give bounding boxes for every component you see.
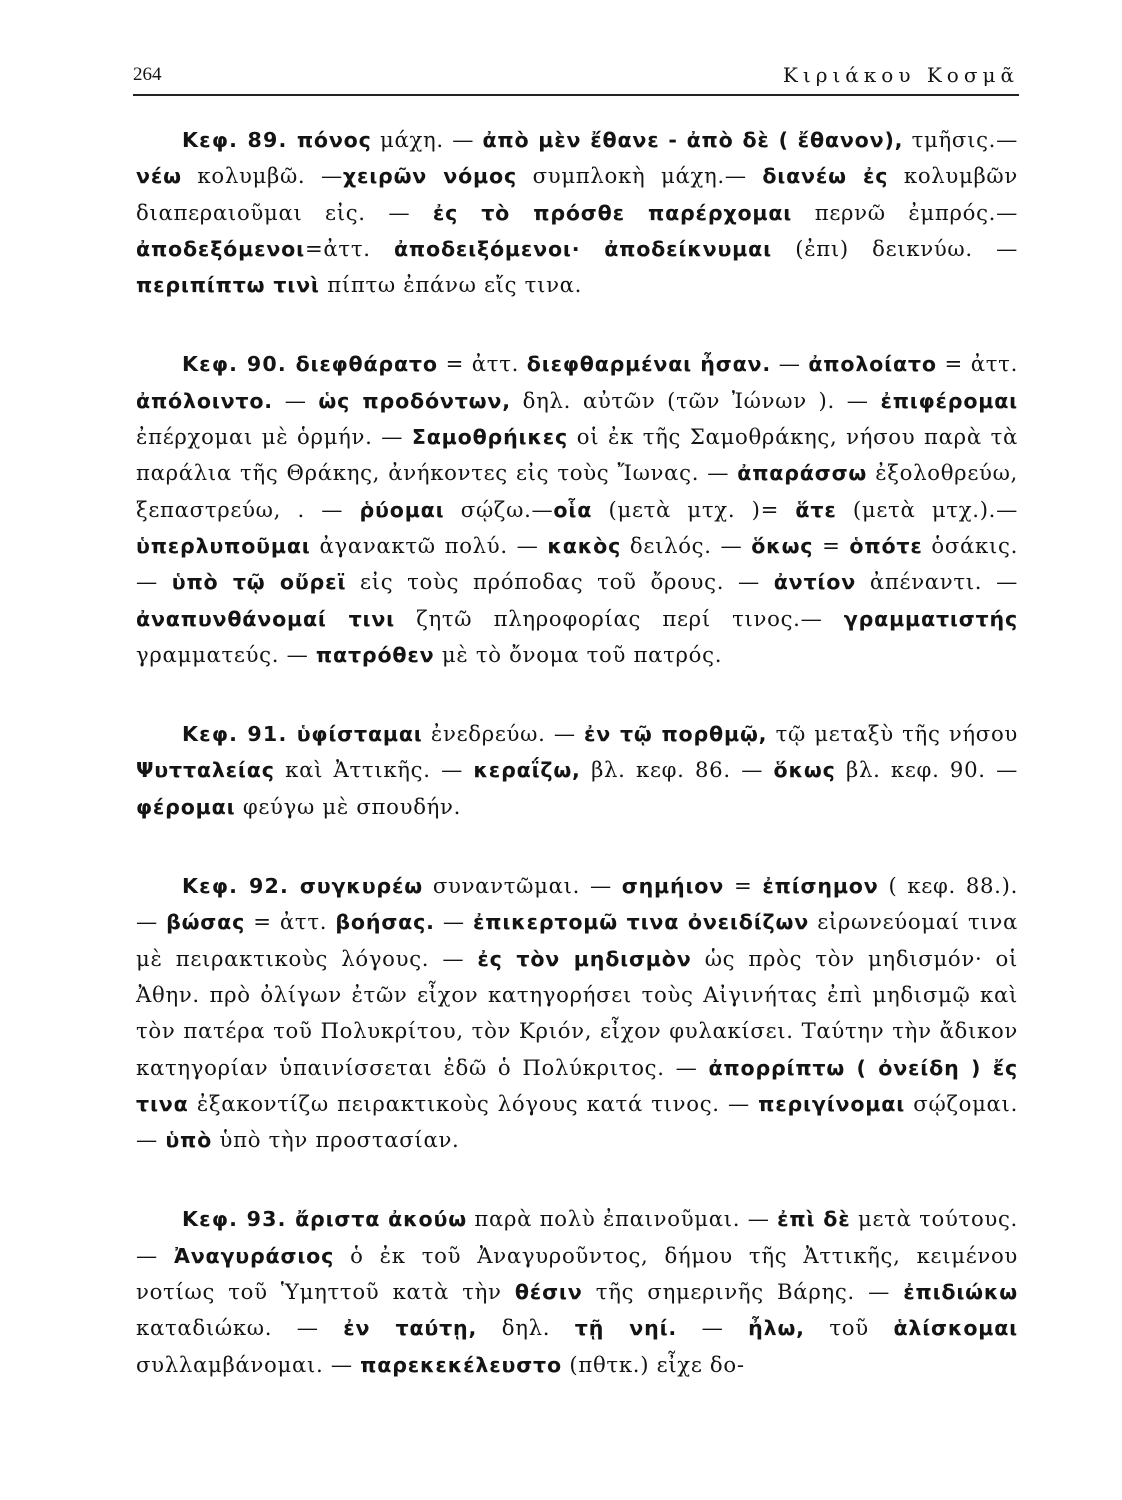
lemma-term: ὡς προδόντων, xyxy=(318,388,511,413)
lemma-term: ἀποδειξόμενοι· ἀποδείκνυμαι xyxy=(393,236,772,261)
lemma-term: ὑπερλυποῦμαι xyxy=(136,533,311,558)
gloss-text: βλ. κεφ. 86. — xyxy=(580,757,774,783)
lemma-term: ἐπιδιώκω xyxy=(903,1280,1018,1305)
lemma-term: ἐπικερτομῶ τινα ὀνειδίζων xyxy=(472,910,810,935)
chapter-label: Κεφ. 92. xyxy=(182,874,300,899)
lemma-term: ὑφίσταμαι xyxy=(296,722,423,747)
gloss-text: ἐνεδρεύω. — xyxy=(422,721,585,747)
lemma-term: πόνος xyxy=(296,128,372,152)
lemma-term: ὑπὸ τῷ οὔρεϊ xyxy=(171,570,347,595)
lemma-term: ῥύομαι xyxy=(359,497,445,522)
gloss-text: τῆς σημερινῆς Βάρης. — xyxy=(582,1279,904,1305)
gloss-text: σῴζω.— xyxy=(444,496,554,522)
gloss-text: = xyxy=(724,873,763,899)
gloss-text: ὑπὸ τὴν προστασίαν. xyxy=(212,1127,460,1153)
gloss-text: γραμματεύς. — xyxy=(136,641,316,667)
gloss-text: τμῆσις.— xyxy=(903,127,1018,152)
gloss-text: = xyxy=(813,532,850,558)
lemma-term: ἐπίσημον xyxy=(762,874,879,899)
gloss-text: ὁ ἐκ τοῦ Ἀναγυροῦντος, δήμου τῆς Ἀττικῆς, κειμένου νοτίως τοῦ Ὑμηττοῦ κατὰ τὴν xyxy=(136,1242,1018,1305)
gloss-text: =ἀττ. xyxy=(304,235,394,261)
gloss-text: (μετὰ μτχ.).— xyxy=(836,496,1018,522)
lemma-term: ἀπόλοιντο. xyxy=(136,388,273,413)
gloss-text: ἐπέρχομαι μὲ ὁρμήν. — xyxy=(136,424,412,450)
gloss-text: βλ. κεφ. 90. — xyxy=(835,757,1018,783)
lemma-term: ἀπολοίατο xyxy=(808,352,937,377)
lemma-term: διεφθάρατο xyxy=(295,352,438,377)
lemma-term: ἐπιφέρομαι xyxy=(880,388,1019,413)
gloss-text: δειλός. — xyxy=(621,532,752,558)
gloss-text: δηλ. αὐτῶν (τῶν Ἰώνων ). — xyxy=(510,387,881,413)
gloss-text: καταδιώκω. — xyxy=(136,1315,344,1341)
chapter-note xyxy=(136,1201,1018,1382)
lemma-term: ὅκως xyxy=(751,533,814,558)
lemma-term: νέω xyxy=(136,164,182,189)
commentary-body xyxy=(136,122,1018,1383)
chapter-note xyxy=(136,346,1018,673)
gloss-text: ἐξακοντίζω πειρακτικοὺς λόγους κατά τινος. — xyxy=(188,1090,759,1116)
chapter-note xyxy=(136,868,1018,1158)
gloss-text: συλλαμβάνομαι. — xyxy=(136,1351,361,1377)
lemma-term: ἐν τῷ πορθμῷ, xyxy=(584,722,768,747)
gloss-text: — xyxy=(677,1315,749,1341)
gloss-text: φεύγω μὲ σπουδήν. xyxy=(235,793,462,819)
gloss-text: ἀγανακτῶ πολύ. — xyxy=(310,532,548,558)
gloss-text: — xyxy=(434,909,473,935)
lemma-term: περιπίπτω τινὶ xyxy=(136,273,320,298)
gloss-text: ὡς πρὸς τὸν μηδισμόν· οἱ Ἀθην. πρὸ ὀλίγων ἐτῶν εἶχον κατηγορήσει τοὺς Αἰγινήτας ἐπὶ μηδισμῷ καὶ τὸν πατέρα τοῦ Πολυκρίτου, τὸν Κριόν, εἶχον φυλακίσει. Ταύτην τὴν ἄδικον κατηγορίαν ὑπαινίσσεται ἐδῶ ὁ Πολύκριτος. — xyxy=(136,945,1019,1080)
lemma-term: τῇ νηί. xyxy=(574,1316,678,1341)
running-head-title: Κιριάκου Κοσμᾶ xyxy=(782,63,1019,87)
lemma-term: ἁλίσκομαι xyxy=(893,1316,1019,1341)
gloss-text: πίπτω ἐπάνω εἴς τινα. xyxy=(319,272,583,298)
lemma-term: ὅκως xyxy=(773,758,836,783)
running-header xyxy=(133,58,1019,96)
lemma-term: χειρῶν νόμος xyxy=(342,164,517,189)
gloss-text: μετὰ τούτους. — xyxy=(136,1206,1018,1268)
lemma-term: ἄριστα ἀκούω xyxy=(295,1207,467,1232)
lemma-term: παρεκεκέλευστο xyxy=(360,1352,562,1377)
lemma-term: πατρόθεν xyxy=(315,642,435,667)
lemma-term: ἀποδεξόμενοι xyxy=(136,236,305,261)
lemma-term: κεραΐζω, xyxy=(473,758,581,783)
gloss-text: συναντῶμαι. — xyxy=(422,873,622,899)
gloss-text: ἐξολοθρεύω, ξεπαστρεύω, . — xyxy=(136,460,1018,522)
chapter-label: Κεφ. 93. xyxy=(182,1207,296,1232)
lemma-term: Ἀναγυράσιος xyxy=(173,1243,335,1268)
gloss-text: (πθτκ.) εἶχε δο- xyxy=(561,1351,745,1377)
gloss-text: εἰρωνεύομαί τινα μὲ πειρακτικοὺς λόγους. — xyxy=(136,909,1018,971)
lemma-term: διεφθαρμέναι ἦσαν. xyxy=(526,352,771,377)
lemma-term: κακὸς xyxy=(547,533,622,558)
lemma-term: οἷα xyxy=(553,497,593,522)
lemma-term: συγκυρέω xyxy=(299,874,423,899)
lemma-term: ἐπὶ δὲ xyxy=(777,1207,851,1232)
gloss-text: (μετὰ μτχ. )= xyxy=(592,496,796,522)
lemma-term: θέσιν xyxy=(514,1280,583,1305)
gloss-text: = ἀττ. xyxy=(245,909,336,935)
lemma-term: ἐν ταύτῃ, xyxy=(343,1316,478,1341)
lemma-term: σημήιον xyxy=(621,874,725,899)
gloss-text: ζητῶ πληροφορίας περί τινος.— xyxy=(395,605,844,631)
chapter-label: Κεφ. 91. xyxy=(182,722,297,747)
lemma-term: βοήσας. xyxy=(335,910,435,935)
lemma-term: βώσας xyxy=(166,910,246,935)
gloss-text: κολυμβῶ. — xyxy=(181,163,343,189)
gloss-text: σῴζομαι. — xyxy=(136,1090,1019,1153)
gloss-text: (ἐπι) δεικνύω. — xyxy=(771,235,1018,261)
gloss-text: — xyxy=(770,351,809,377)
lemma-term: ἀπορρίπτω ( ὀνείδη ) ἔς τινα xyxy=(136,1055,1018,1116)
chapter-note xyxy=(136,716,1018,825)
lemma-term: ἀναπυνθάνομαί τινι xyxy=(136,606,395,631)
gloss-text: = ἀττ. xyxy=(437,351,527,377)
gloss-text: μὲ τὸ ὄνομα τοῦ πατρός. xyxy=(434,641,723,667)
lemma-term: ὁπότε xyxy=(849,533,923,558)
lemma-term: Σαμοθρήικες xyxy=(411,425,569,450)
chapter-label: Κεφ. 90. xyxy=(182,352,296,377)
gloss-text: μάχη. — xyxy=(371,127,483,152)
lemma-term: διανέω ἐς xyxy=(762,164,889,189)
lemma-term: ἀντίον xyxy=(773,570,857,595)
gloss-text: οἱ ἐκ τῆς Σαμοθράκης, νήσου παρὰ τὰ παράλια τῆς Θράκης, ἀνήκοντες εἰς τοὺς Ἴωνας. — xyxy=(136,424,1019,486)
lemma-term: Ψυτταλείας xyxy=(136,758,275,783)
gloss-text: ( κεφ. 88.). — xyxy=(136,873,1019,935)
gloss-text: τῷ μεταξὺ τῆς νήσου xyxy=(767,721,1018,747)
lemma-term: περιγίνομαι xyxy=(758,1091,906,1116)
gloss-text: καὶ Ἀττικῆς. — xyxy=(274,757,474,783)
gloss-text: συμπλοκὴ μάχη.— xyxy=(516,163,763,189)
lemma-term: ἦλω, xyxy=(748,1316,805,1341)
chapter-note xyxy=(136,122,1018,303)
gloss-text: περνῶ ἐμπρός.— xyxy=(792,199,1018,225)
lemma-term: ἐς τὸν μηδισμὸν xyxy=(477,946,692,971)
gloss-text: ὁσάκις. — xyxy=(136,532,1019,595)
chapter-label: Κεφ. 89. xyxy=(182,128,297,152)
gloss-text: τοῦ xyxy=(804,1315,894,1341)
gloss-text: ἀπέναντι. — xyxy=(856,569,1018,595)
lemma-term: ἅτε xyxy=(795,497,837,522)
gloss-text: εἰς τοὺς πρόποδας τοῦ ὄρους. — xyxy=(346,569,774,595)
gloss-text: — xyxy=(272,387,319,413)
lemma-term: ἐς τὸ πρόσθε παρέρχομαι xyxy=(432,200,793,225)
lemma-term: ὑπὸ xyxy=(165,1128,213,1153)
gloss-text: = ἀττ. xyxy=(936,351,1019,377)
lemma-term: ἀπαράσσω xyxy=(737,461,868,486)
lemma-term: ἀπὸ μὲν ἔθανε - ἀπὸ δὲ ( ἔθανον), xyxy=(482,128,904,152)
lemma-term: φέρομαι xyxy=(136,794,236,819)
gloss-text: κολυμβῶν διαπεραιοῦμαι εἰς. — xyxy=(136,163,1018,225)
page-number: 264 xyxy=(133,64,162,85)
gloss-text: δηλ. xyxy=(477,1315,575,1341)
lemma-term: γραμματιστής xyxy=(843,606,1018,631)
gloss-text: παρὰ πολὺ ἐπαινοῦμαι. — xyxy=(466,1206,778,1232)
